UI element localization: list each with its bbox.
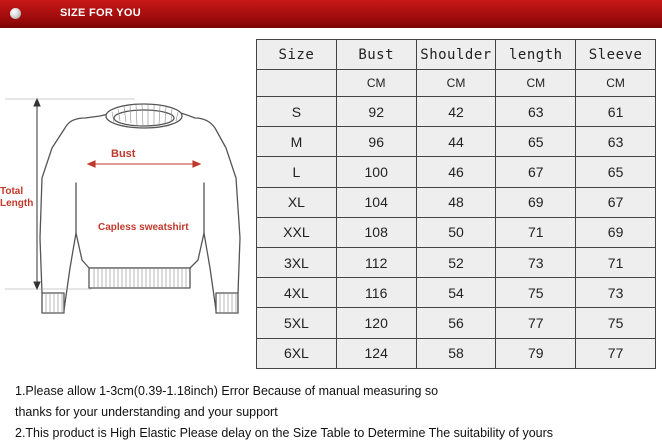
table-cell: 50	[416, 217, 496, 247]
table-cell: 63	[496, 96, 576, 126]
unit-shoulder: CM	[416, 70, 496, 97]
table-cell: 75	[576, 308, 656, 338]
table-cell: 69	[576, 217, 656, 247]
unit-bust: CM	[336, 70, 416, 97]
table-cell: 4XL	[257, 278, 337, 308]
unit-size	[257, 70, 337, 97]
table-cell: 124	[336, 338, 416, 368]
total-length-label-line1: Total	[0, 186, 24, 197]
table-cell: 77	[576, 338, 656, 368]
table-cell: 61	[576, 96, 656, 126]
note-line-1: 1.Please allow 1-3cm(0.39-1.18inch) Error Because of manual measuring so	[15, 384, 439, 398]
table-cell: 5XL	[257, 308, 337, 338]
table-cell: 6XL	[257, 338, 337, 368]
header-size: Size	[257, 40, 337, 70]
table-cell: 116	[336, 278, 416, 308]
table-cell: 73	[496, 247, 576, 277]
title-banner	[0, 0, 662, 28]
bullet-icon	[10, 8, 21, 19]
size-chart-table	[256, 39, 656, 369]
table-cell: 3XL	[257, 247, 337, 277]
table-row	[257, 96, 656, 126]
table-cell: 44	[416, 127, 496, 157]
unit-length: CM	[496, 70, 576, 97]
table-row	[257, 308, 656, 338]
table-cell: 73	[576, 278, 656, 308]
table-cell: 42	[416, 96, 496, 126]
table-header-row	[257, 40, 656, 70]
table-cell: 67	[496, 157, 576, 187]
table-cell: 65	[576, 157, 656, 187]
table-cell: 71	[576, 247, 656, 277]
table-cell: 58	[416, 338, 496, 368]
table-cell: 100	[336, 157, 416, 187]
table-cell: 120	[336, 308, 416, 338]
size-notes	[15, 381, 655, 444]
table-row	[257, 187, 656, 217]
total-length-label-line2: Length	[0, 198, 34, 209]
header-shoulder: Shoulder	[416, 40, 496, 70]
table-cell: 77	[496, 308, 576, 338]
table-cell: XL	[257, 187, 337, 217]
table-cell: 92	[336, 96, 416, 126]
table-row	[257, 127, 656, 157]
table-cell: 56	[416, 308, 496, 338]
table-cell: XXL	[257, 217, 337, 247]
table-cell: 52	[416, 247, 496, 277]
table-row	[257, 217, 656, 247]
table-cell: M	[257, 127, 337, 157]
table-row	[257, 278, 656, 308]
header-sleeve: Sleeve	[576, 40, 656, 70]
item-name-label: Capless sweatshirt	[98, 222, 189, 233]
table-cell: 54	[416, 278, 496, 308]
table-cell: 104	[336, 187, 416, 217]
table-cell: 46	[416, 157, 496, 187]
table-cell: 67	[576, 187, 656, 217]
table-cell: 65	[496, 127, 576, 157]
table-cell: 96	[336, 127, 416, 157]
unit-sleeve: CM	[576, 70, 656, 97]
note-line-2: thanks for your understanding and your support	[15, 405, 278, 419]
header-bust: Bust	[336, 40, 416, 70]
table-cell: 69	[496, 187, 576, 217]
table-cell: 112	[336, 247, 416, 277]
total-length-label	[0, 186, 33, 210]
table-cell: L	[257, 157, 337, 187]
header-length: length	[496, 40, 576, 70]
table-cell: 63	[576, 127, 656, 157]
sweatshirt-diagram	[0, 88, 245, 328]
banner-title: SIZE FOR YOU	[60, 7, 142, 19]
table-cell: 48	[416, 187, 496, 217]
table-units-row	[257, 70, 656, 97]
table-row	[257, 338, 656, 368]
table-cell: S	[257, 96, 337, 126]
table-cell: 71	[496, 217, 576, 247]
table-cell: 75	[496, 278, 576, 308]
table-row	[257, 157, 656, 187]
note-line-3: 2.This product is High Elastic Please delay on the Size Table to Determine The suitability of yours	[15, 426, 554, 440]
sweatshirt-outline	[0, 88, 245, 328]
bust-label: Bust	[111, 148, 136, 160]
table-cell: 79	[496, 338, 576, 368]
table-row	[257, 247, 656, 277]
table-cell: 108	[336, 217, 416, 247]
